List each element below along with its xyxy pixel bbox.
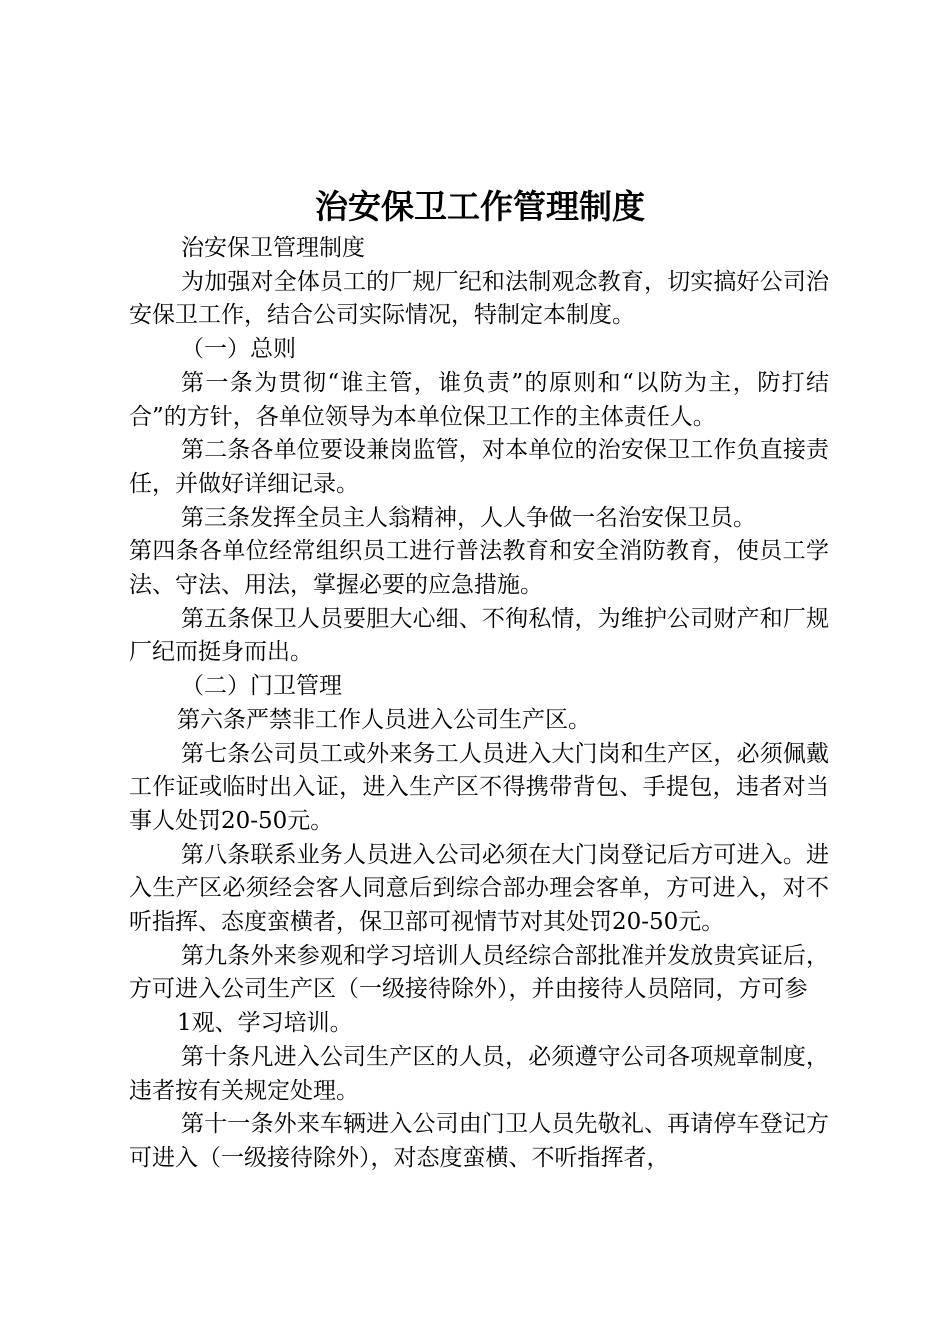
- paragraph: 第二条各单位要设兼岗监管，对本单位的治安保卫工作负直接责任，并做好详细记录。: [129, 437, 829, 497]
- paragraph: 第九条外来参观和学习培训人员经综合部批准并发放贵宾证后，方可进入公司生产区（一级接待除外），并由接待人员陪同，方可参: [129, 942, 829, 1003]
- section-heading: （二）门卫管理: [181, 673, 342, 700]
- paragraph: 第六条严禁非工作人员进入公司生产区。: [177, 706, 591, 733]
- paragraph: 1观、学习培训。: [177, 1010, 353, 1037]
- document-title: 治安保卫工作管理制度: [315, 187, 645, 226]
- paragraph: 第十一条外来车辆进入公司由门卫人员先敬礼、再请停车登记方可进入（一级接待除外），对态度蛮横、不听指挥者，: [129, 1111, 829, 1171]
- section-heading: （一）总则: [181, 336, 296, 363]
- paragraph: 为加强对全体员工的厂规厂纪和法制观念教育，切实搞好公司治安保卫工作，结合公司实际情况，特制定本制度。: [129, 268, 829, 329]
- paragraph: 第十条凡进入公司生产区的人员，必须遵守公司各项规章制度，违者按有关规定处理。: [129, 1043, 829, 1104]
- paragraph: 第五条保卫人员要胆大心细、不徇私情，为维护公司财产和厂规厂纪而挺身而出。: [129, 605, 829, 666]
- paragraph: 第三条发挥全员主人翁精神，人人争做一名治安保卫员。: [181, 504, 756, 531]
- paragraph: 治安保卫管理制度: [181, 235, 365, 261]
- document-body: [129, 232, 829, 1176]
- paragraph: 第八条联系业务人员进入公司必须在大门岗登记后方可进入。进入生产区必须经会客人同意后到综合部办理会客单，方可进入，对不听指挥、态度蛮横者，保卫部可视情节对其处罚20-50元。: [129, 841, 829, 936]
- paragraph: 第一条为贯彻“谁主管，谁负责”的原则和“以防为主，防打结合”的方针，各单位领导为本单位保卫工作的主体责任人。: [129, 369, 829, 430]
- paragraph: 第四条各单位经常组织员工进行普法教育和安全消防教育，使员工学法、守法、用法，掌握必要的应急措施。: [129, 538, 829, 599]
- paragraph: 第七条公司员工或外来务工人员进入大门岗和生产区，必须佩戴工作证或临时出入证，进入生产区不得携带背包、手提包，违者对当事人处罚20-50元。: [129, 740, 829, 834]
